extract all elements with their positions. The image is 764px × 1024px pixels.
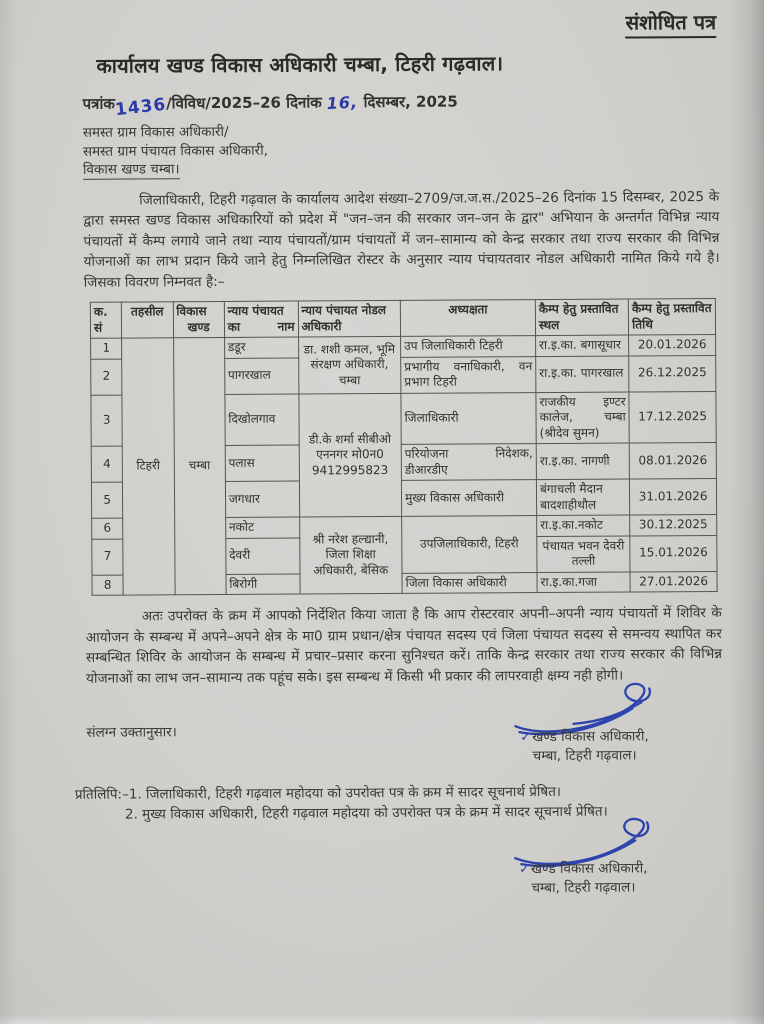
signatory-designation (474, 727, 694, 766)
checkmark-icon: ✓ (519, 862, 531, 878)
checkmark-icon: ✓ (520, 730, 532, 746)
cell-date: 15.01.2026 (630, 535, 717, 572)
designation-line-1: खण्ड विकास अधिकारी, (532, 728, 649, 746)
cell-panchayat: पलास (225, 445, 299, 481)
cell-panchayat: बिरोगी (226, 574, 300, 595)
cell-nodal-officer: श्री नरेश हल्द्यानी, जिला शिक्षा अधिकारी, बेसिक (299, 516, 402, 594)
cell-venue: रा.इ.का.गजा (537, 571, 630, 592)
cell-tehsil: टिहरी (122, 338, 175, 595)
signature-block-1 (474, 679, 695, 766)
ref-prefix: पत्रांक (82, 94, 115, 113)
cell-serial: 5 (91, 482, 122, 518)
body-paragraph-1 (83, 186, 720, 292)
ref-suffix: दिसम्बर, 2025 (363, 92, 458, 112)
cell-serial: 1 (91, 338, 122, 359)
addressee-line-2: समस्त ग्राम पंचायत विकास अधिकारी, (82, 142, 269, 160)
office-title: कार्यालय खण्ड विकास अधिकारी चम्बा, टिहरी गढ़वाल। (96, 51, 504, 78)
revised-letter-heading (82, 8, 718, 39)
cell-date: 27.01.2026 (630, 571, 717, 592)
handwritten-ref-number: 1436 (114, 94, 168, 121)
cell-panchayat: नकोट (225, 517, 299, 538)
cell-panchayat: डडूर (224, 337, 298, 358)
signatory-designation (473, 859, 693, 898)
cell-date: 20.01.2026 (629, 334, 716, 355)
cell-chairperson: उपजिलाधिकारी, टिहरी (402, 516, 537, 573)
cell-panchayat: पागरखाल (224, 358, 298, 394)
addressee-block (83, 120, 719, 179)
cell-date: 26.12.2025 (629, 355, 716, 392)
copy-item-2: 2. मुख्य विकास अधिकारी, टिहरी गढ़वाल महोदया को उपरोक्त पत्र के क्रम में सादर सूचनार्थ प्रेषित। (124, 803, 608, 823)
cell-date: 31.01.2026 (630, 478, 717, 515)
designation-line-1: खण्ड विकास अधिकारी, (530, 860, 648, 878)
addressee-line-3: विकास खण्ड चम्बा। (82, 161, 180, 178)
cell-venue: रा.इ.का.नकोट (537, 515, 630, 536)
copies-label: प्रतिलिपि:– (74, 786, 129, 803)
cell-chairperson: मुख्य विकास अधिकारी (401, 480, 536, 517)
ref-middle: /विविध/2025–26 दिनांक (166, 93, 322, 113)
body-paragraph-2 (86, 603, 722, 689)
header-nodal-officer: न्याय पंचायत नोडल अधिकारी (298, 300, 401, 337)
cell-venue: बंगाचली मैदान बादशाहीथौल (536, 479, 629, 516)
header-chairperson: अध्यक्षता (400, 300, 535, 337)
cell-venue: पंचायत भवन देवरी तल्ली (537, 535, 630, 572)
header-tehsil: तहसील (122, 302, 173, 338)
header-block: विकास खण्ड (173, 301, 224, 337)
cell-panchayat: जगधार (225, 481, 299, 517)
cell-chairperson: जिलाधिकारी (401, 392, 536, 444)
header-venue: कैम्प हेतु प्रस्तावित स्थल (535, 299, 628, 336)
designation-line-2: चम्बा, टिहरी गढ़वाल। (531, 879, 636, 897)
cell-serial: 3 (91, 395, 123, 447)
cell-chairperson: प्रभागीय वनाधिकारी, वन प्रभाग टिहरी (401, 356, 536, 393)
cell-block: चम्बा (173, 337, 226, 594)
body-paragraph-2-text: अतः उपरोक्त के क्रम में आपको निर्देशित किया जाता है कि आप रोस्टरवार अपनी–अपनी न्याय पंचायतों में शिविर के आयोजन के सम्बन्ध में अपने–अपने क्षेत्र के मा0 ग्राम प्रधान/क्षेत्र पंचायत सदस्य एवं जिला पंचायत सदस्य से समन्वय स्थापित कर सम्बन्धित शिविर के आयोजन के सम्बन्ध में प्रचार–प्रसार करना सुनिश्चत करें। ताकि केन्द्र सरकार तथा राज्य सरकार की विभिन्न योजनाओं का लाभ जन–सामान्य तक पहूंच सके। इस सम्बन्ध में किसी भी प्रकार की लापरवाही क्षम्य नही होगी। (85, 604, 723, 687)
cell-venue: रा.इ.का. पागरखाल (536, 355, 629, 392)
cell-date: 30.12.2025 (630, 514, 717, 535)
table-header-row (90, 298, 715, 338)
header-serial: क. सं (90, 302, 121, 338)
revised-letter-label: संशोधित पत्र (626, 10, 717, 39)
enclosure-note: संलग्न उक्तानुसार। (86, 724, 177, 741)
cell-chairperson: उप जिलाधिकारी टिहरी (401, 336, 536, 357)
cell-date: 17.12.2025 (629, 391, 716, 443)
enclosure-signature-row (86, 693, 723, 783)
body-paragraph-1-text: जिलाधिकारी, टिहरी गढ़वाल के कार्यालय आदेश संख्या–2709/ज.ज.स./2025–26 दिनांक 15 दिसम्बर, 2025 के द्वारा समस्त खण्ड विकास अधिकारियों को प्रदेश में "जन–जन की सरकार जन–जन के द्वार" अभियान के अन्तर्गत विभिन्न न्याय पंचायतों में कैम्प लगाये जाने तथा न्याय पंचायतों/ग्राम पंचायतों में जन–सामान्य को केन्द्र सरकार तथा राज्य सरकार की विभिन्न योजनाओं का लाभ प्रदान किये जाने हेतु निम्नलिखित रोस्टर के अनुसार न्याय पंचायतवार नोडल अधिकारी नामित किये गये है। जिसका विवरण निम्नवत है:– (83, 188, 720, 291)
cell-serial: 8 (92, 575, 123, 596)
header-panchayat: न्याय पंचायत का नाम (224, 301, 298, 337)
addressee-line-1: समस्त ग्राम विकास अधिकारी/ (82, 123, 229, 141)
copy-item-1: 1. जिलाधिकारी, टिहरी गढ़वाल महोदया को उपरोक्त पत्र के क्रम में सादर सूचनार्थ प्रेषित। (128, 783, 562, 803)
cell-date: 08.01.2026 (629, 442, 716, 479)
cell-nodal-officer: डी.के शर्मा सीबीओ एननगर मो0न0 9412995823 (298, 393, 401, 517)
nodal-officer-roster-table (90, 298, 718, 596)
handwritten-day: 16, (326, 92, 359, 114)
cell-serial: 2 (91, 359, 122, 395)
cell-panchayat: दिखोलगाव (225, 394, 299, 446)
reference-line (82, 90, 719, 121)
cell-venue: रा.इ.का. नागणी (536, 443, 629, 480)
cell-serial: 7 (92, 539, 123, 575)
signature-block-2 (473, 815, 693, 898)
cell-panchayat: देवरी (226, 538, 300, 574)
cell-serial: 6 (92, 518, 123, 539)
cell-venue: रा.इ.का. बगासूधार (536, 335, 629, 356)
cell-venue: राजकीय इण्टर कालेज, चम्बा (श्रीदेव सुमन) (536, 391, 629, 443)
cell-chairperson: जिला विकास अधिकारी (402, 572, 537, 593)
cell-serial: 4 (91, 446, 122, 482)
cell-nodal-officer: डा. शशी कमल, भूमि संरक्षण अधिकारी, चम्बा (298, 336, 401, 393)
header-date: कैम्प हेतु प्रस्तावित तिथि (628, 298, 715, 335)
designation-line-2: चम्बा, टिहरी गढ़वाल। (532, 747, 637, 765)
cell-chairperson: परियोजना निदेशक, डीआरडीए (401, 444, 536, 481)
